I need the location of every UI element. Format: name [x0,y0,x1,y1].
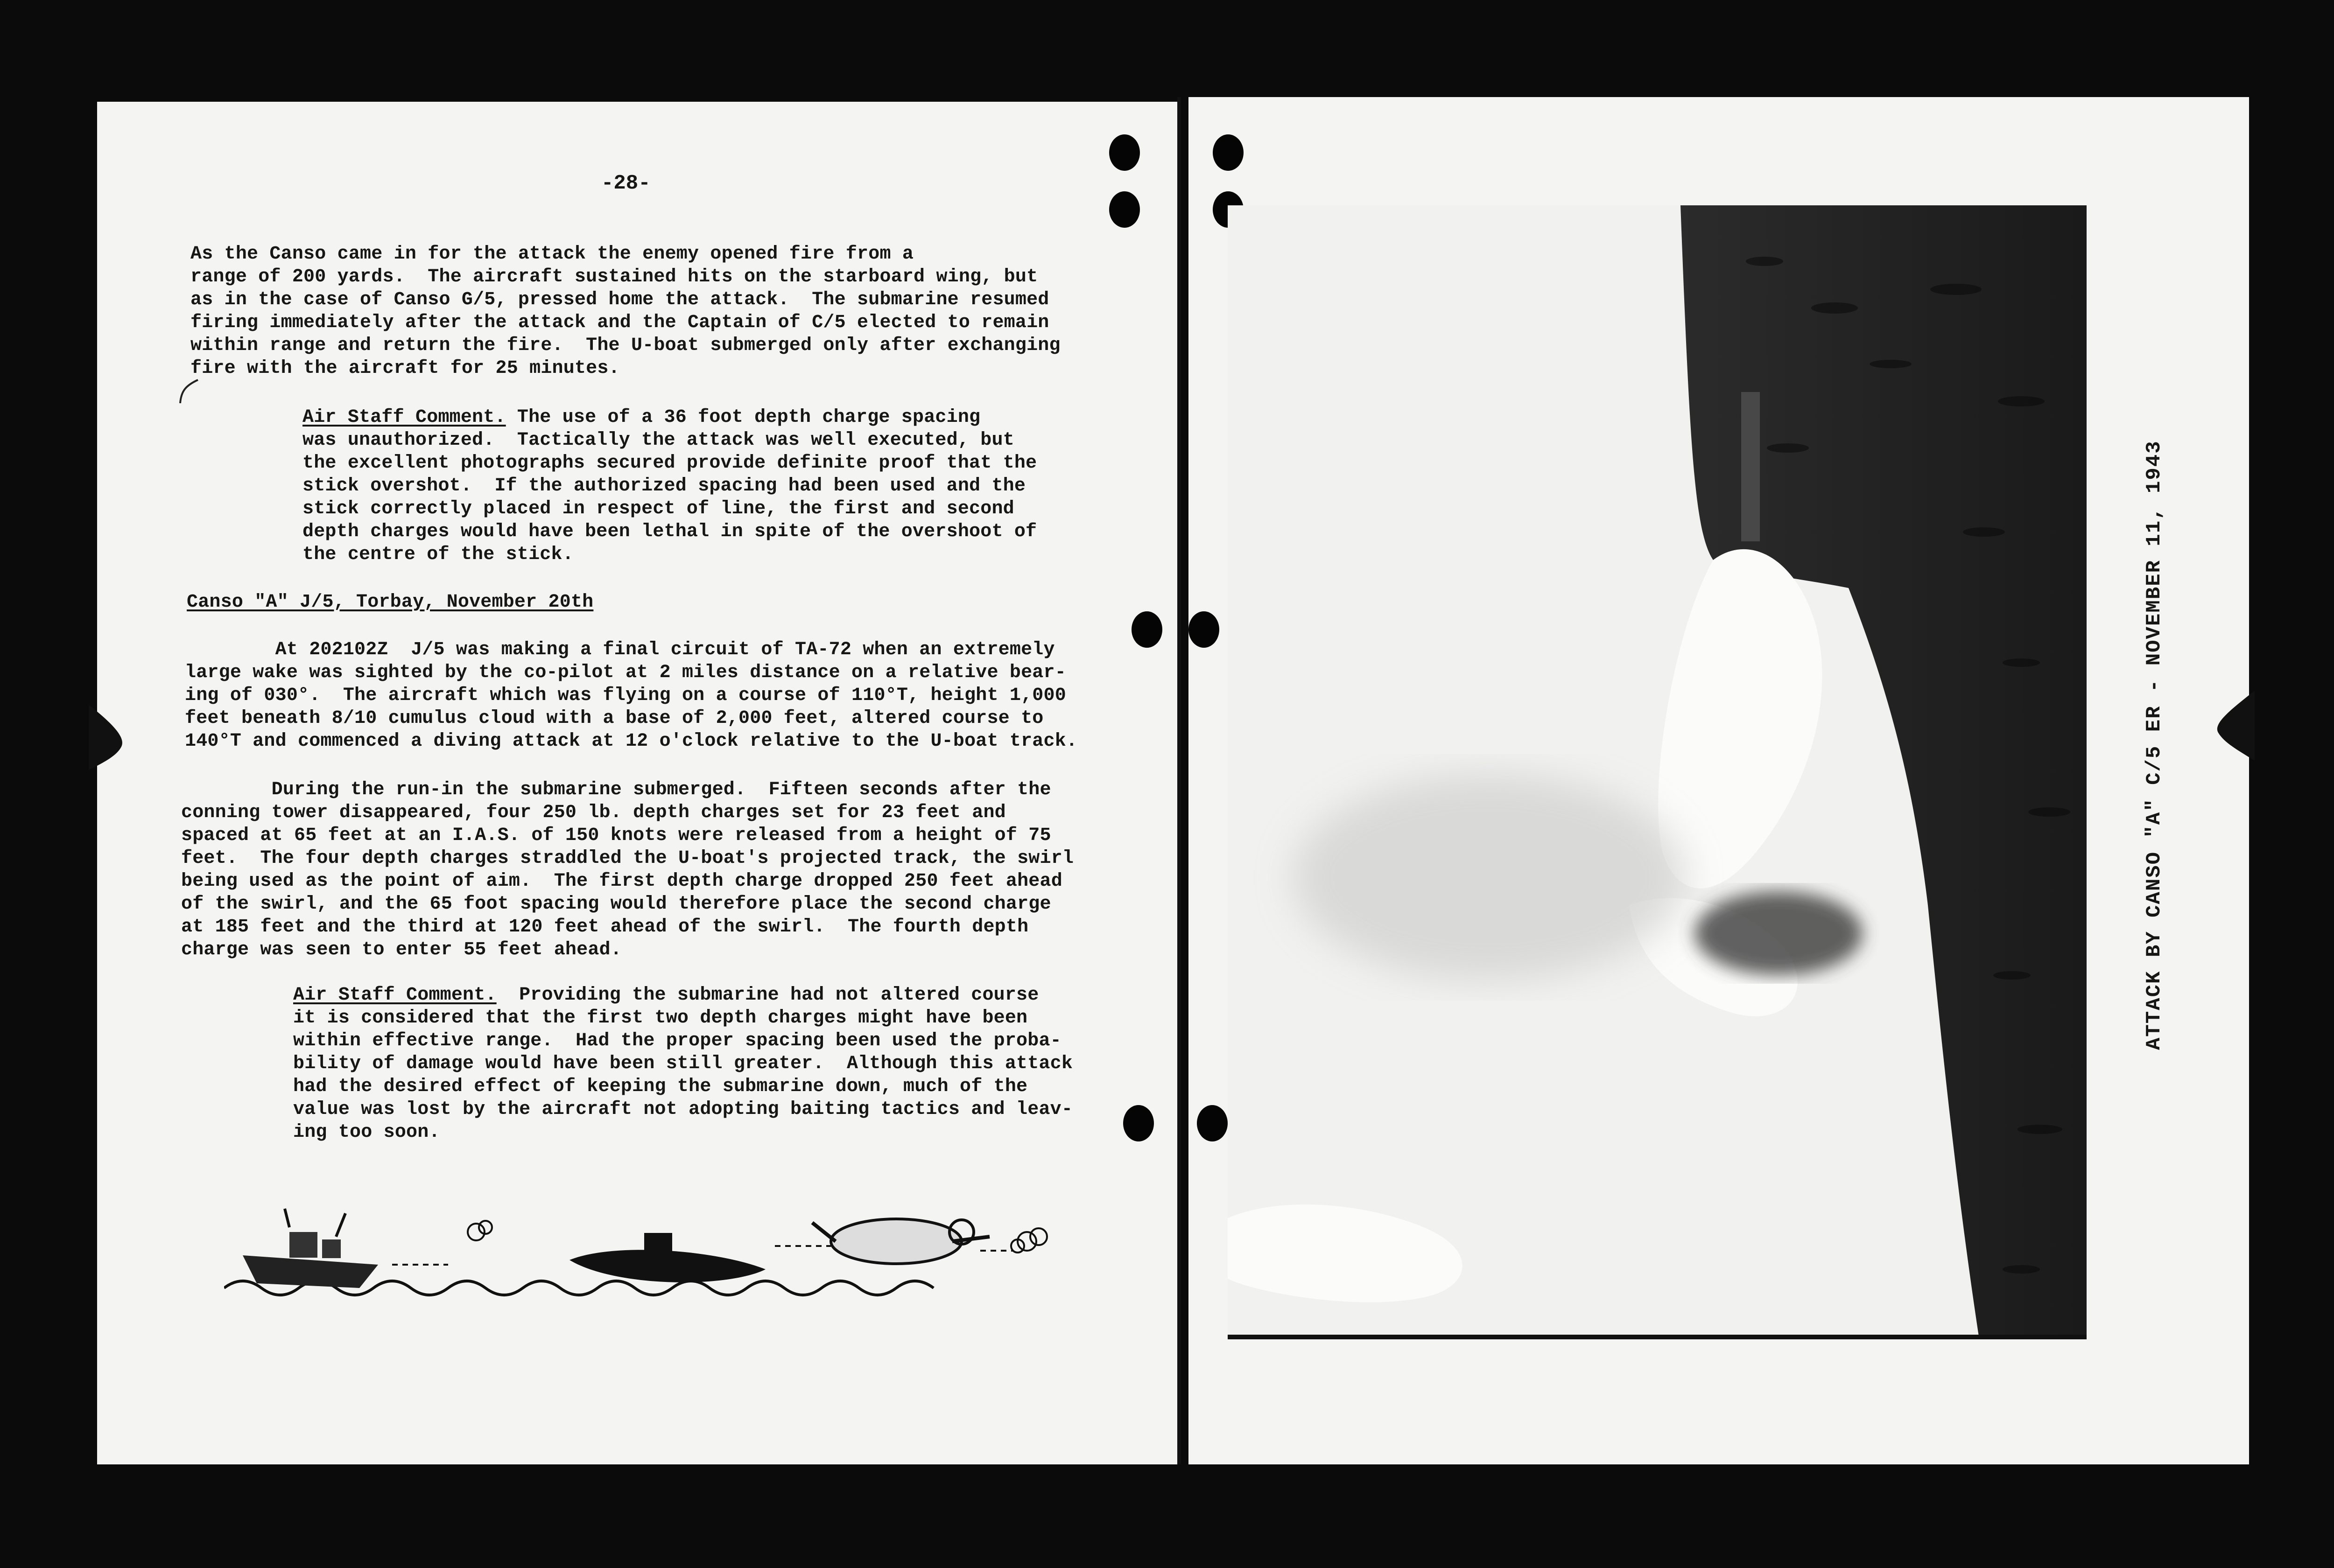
comment-text: The use of a 36 foot depth charge spacing was unauthorized. Tactically the attack was well executed, but the excellent photographs secured provide definite proof that the stick overshot. If the authorized spacing had been used and the stick correctly placed in respect of line, the first and second depth charges would have been lethal in spite of the overshoot of the centre of the stick. [302,407,1037,565]
punch-hole [1109,134,1140,171]
comment-text: Providing the submarine had not altered course it is considered that the first two depth charges might have been within effective range. Had the proper spacing been used the proba- bility of damage would have been still greater. Although this attack had the desired effect of keeping the submarine down, much of the value was lost by the aircraft not adopting baiting tactics and leav- ing too soon. [293,985,1073,1143]
punch-hole [1109,191,1140,228]
binder-tab-right [2213,691,2255,761]
page-number: -28- [601,172,651,195]
paragraph-run-in: During the run-in the submarine submerged. Fifteen seconds after the conning tower disappeared, four 250 lb. depth charges set for 23 feet and spaced at 65 feet at an I.A.S. of 150 knots were released from a height of 75 feet. The four depth charges straddled the U-boat's projected track, the swirl being used as the point of aim. The first depth charge dropped 250 feet ahead of the swirl, and the 65 foot spacing would therefore place the second charge at 185 feet and the third at 120 feet ahead of the swirl. The fourth depth charge was seen to enter 55 feet ahead. [181,779,1074,960]
paragraph-enemy-fire: As the Canso came in for the attack the enemy opened fire from a range of 200 yards. The aircraft sustained hits on the starboard wing, but as in the case of Canso G/5, pressed home the attack. The submarine resumed firing immediately after the attack and the Captain of C/5 elected to remain within range and return the fire. The U-boat submerged only after exchanging fire with the aircraft for 25 minutes. [190,244,1061,379]
aerial-attack-photo [1228,205,2087,1339]
punch-hole [1123,1105,1154,1141]
air-staff-comment-1 [302,406,1037,566]
air-staff-comment-2 [293,984,1073,1144]
pen-mark [176,377,200,405]
punch-hole [1213,134,1244,171]
comment-label: Air Staff Comment. [293,985,497,1006]
photo-caption: ATTACK BY CANSO "A" C/5 ER - NOVEMBER 11, 1943 [2143,440,2166,1050]
binder-tab-left [89,705,126,770]
comment-label: Air Staff Comment. [302,407,506,428]
section-heading: Canso "A" J/5, Torbay, November 20th [187,592,594,613]
punch-hole [1132,611,1162,648]
punch-hole [1188,611,1219,648]
cartoon-illustration [224,1195,1092,1307]
paragraph-sighting: At 202102Z J/5 was making a final circuit of TA-72 when an extremely large wake was sighted by the co-pilot at 2 miles distance on a relative bear- ing of 030°. The aircraft which was flying on a course of 110°T, height 1,000 feet beneath 8/10 cumulus cloud with a base of 2,000 feet, altered course to 140°T and commenced a diving attack at 12 o'clock relative to the U-boat track. [185,639,1078,752]
page-gutter [1177,97,1181,1464]
punch-hole [1197,1105,1228,1141]
